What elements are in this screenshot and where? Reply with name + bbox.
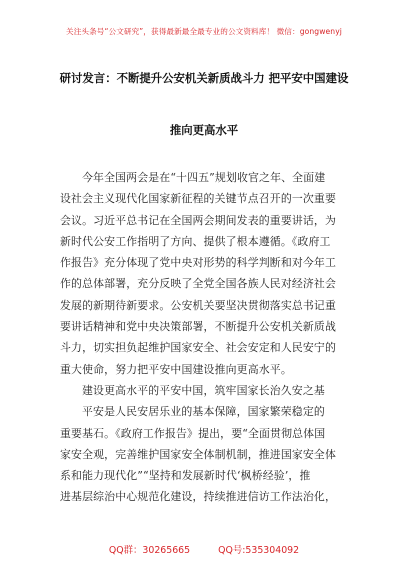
body-line: 要讲话精神和党中央决策部署，不断提升公安机关新质战 <box>60 320 337 334</box>
promo-banner: 关注头条号“公文研究”，获得最新最全最专业的公文资料库！ 微信：gongwenyj <box>66 27 342 36</box>
qq-number-text: QQ号:535304092 <box>218 545 300 556</box>
body-line: 系和能力现代化”“坚持和发展新时代‘枫桥经验’，推 <box>60 469 311 483</box>
body-line: 重大使命，努力把平安中国建设推向更高水平。 <box>60 362 292 376</box>
body-line: 重要基石。《政府工作报告》提出，要“全面贯彻总体国 <box>60 426 326 440</box>
body-line: 斗力，切实担负起维护国家安全、社会安定和人民安宁的 <box>60 341 337 355</box>
document-body <box>60 167 352 508</box>
section-heading: 建设更高水平的平安中国，筑牢国家长治久安之基 <box>82 383 325 397</box>
body-line: 会议。习近平总书记在全国两会期间发表的重要讲话，为 <box>60 213 337 227</box>
body-line: 进基层综治中心规范化建设，持续推进信访工作法治化， <box>60 490 337 504</box>
document-title-line-1: 研讨发言：不断提升公安机关新质战斗力 把平安中国建设 <box>59 71 349 85</box>
body-line: 设社会主义现代化国家新征程的关键节点召开的一次重要 <box>60 192 337 206</box>
document-title-line-2: 推向更高水平 <box>169 123 239 137</box>
body-line: 作的总体部署，充分反映了全党全国各族人民对经济社会 <box>60 277 337 291</box>
contact-footer <box>0 542 408 556</box>
body-line: 作报告》充分体现了党中央对形势的科学判断和对今年工 <box>60 256 337 270</box>
body-line: 今年全国两会是在“十四五”规划收官之年、全面建 <box>82 171 326 184</box>
body-line: 平安是人民安居乐业的基本保障，国家繁荣稳定的 <box>82 405 325 419</box>
body-line: 新时代公安工作指明了方向、提供了根本遵循。《政府工 <box>60 234 331 248</box>
body-line: 发展的新期待新要求。公安机关要坚决贯彻落实总书记重 <box>60 298 337 312</box>
qq-group-text: QQ群：30265665 <box>108 545 191 556</box>
body-line: 家安全观，完善维护国家安全体制机制，推进国家安全体 <box>60 447 337 461</box>
